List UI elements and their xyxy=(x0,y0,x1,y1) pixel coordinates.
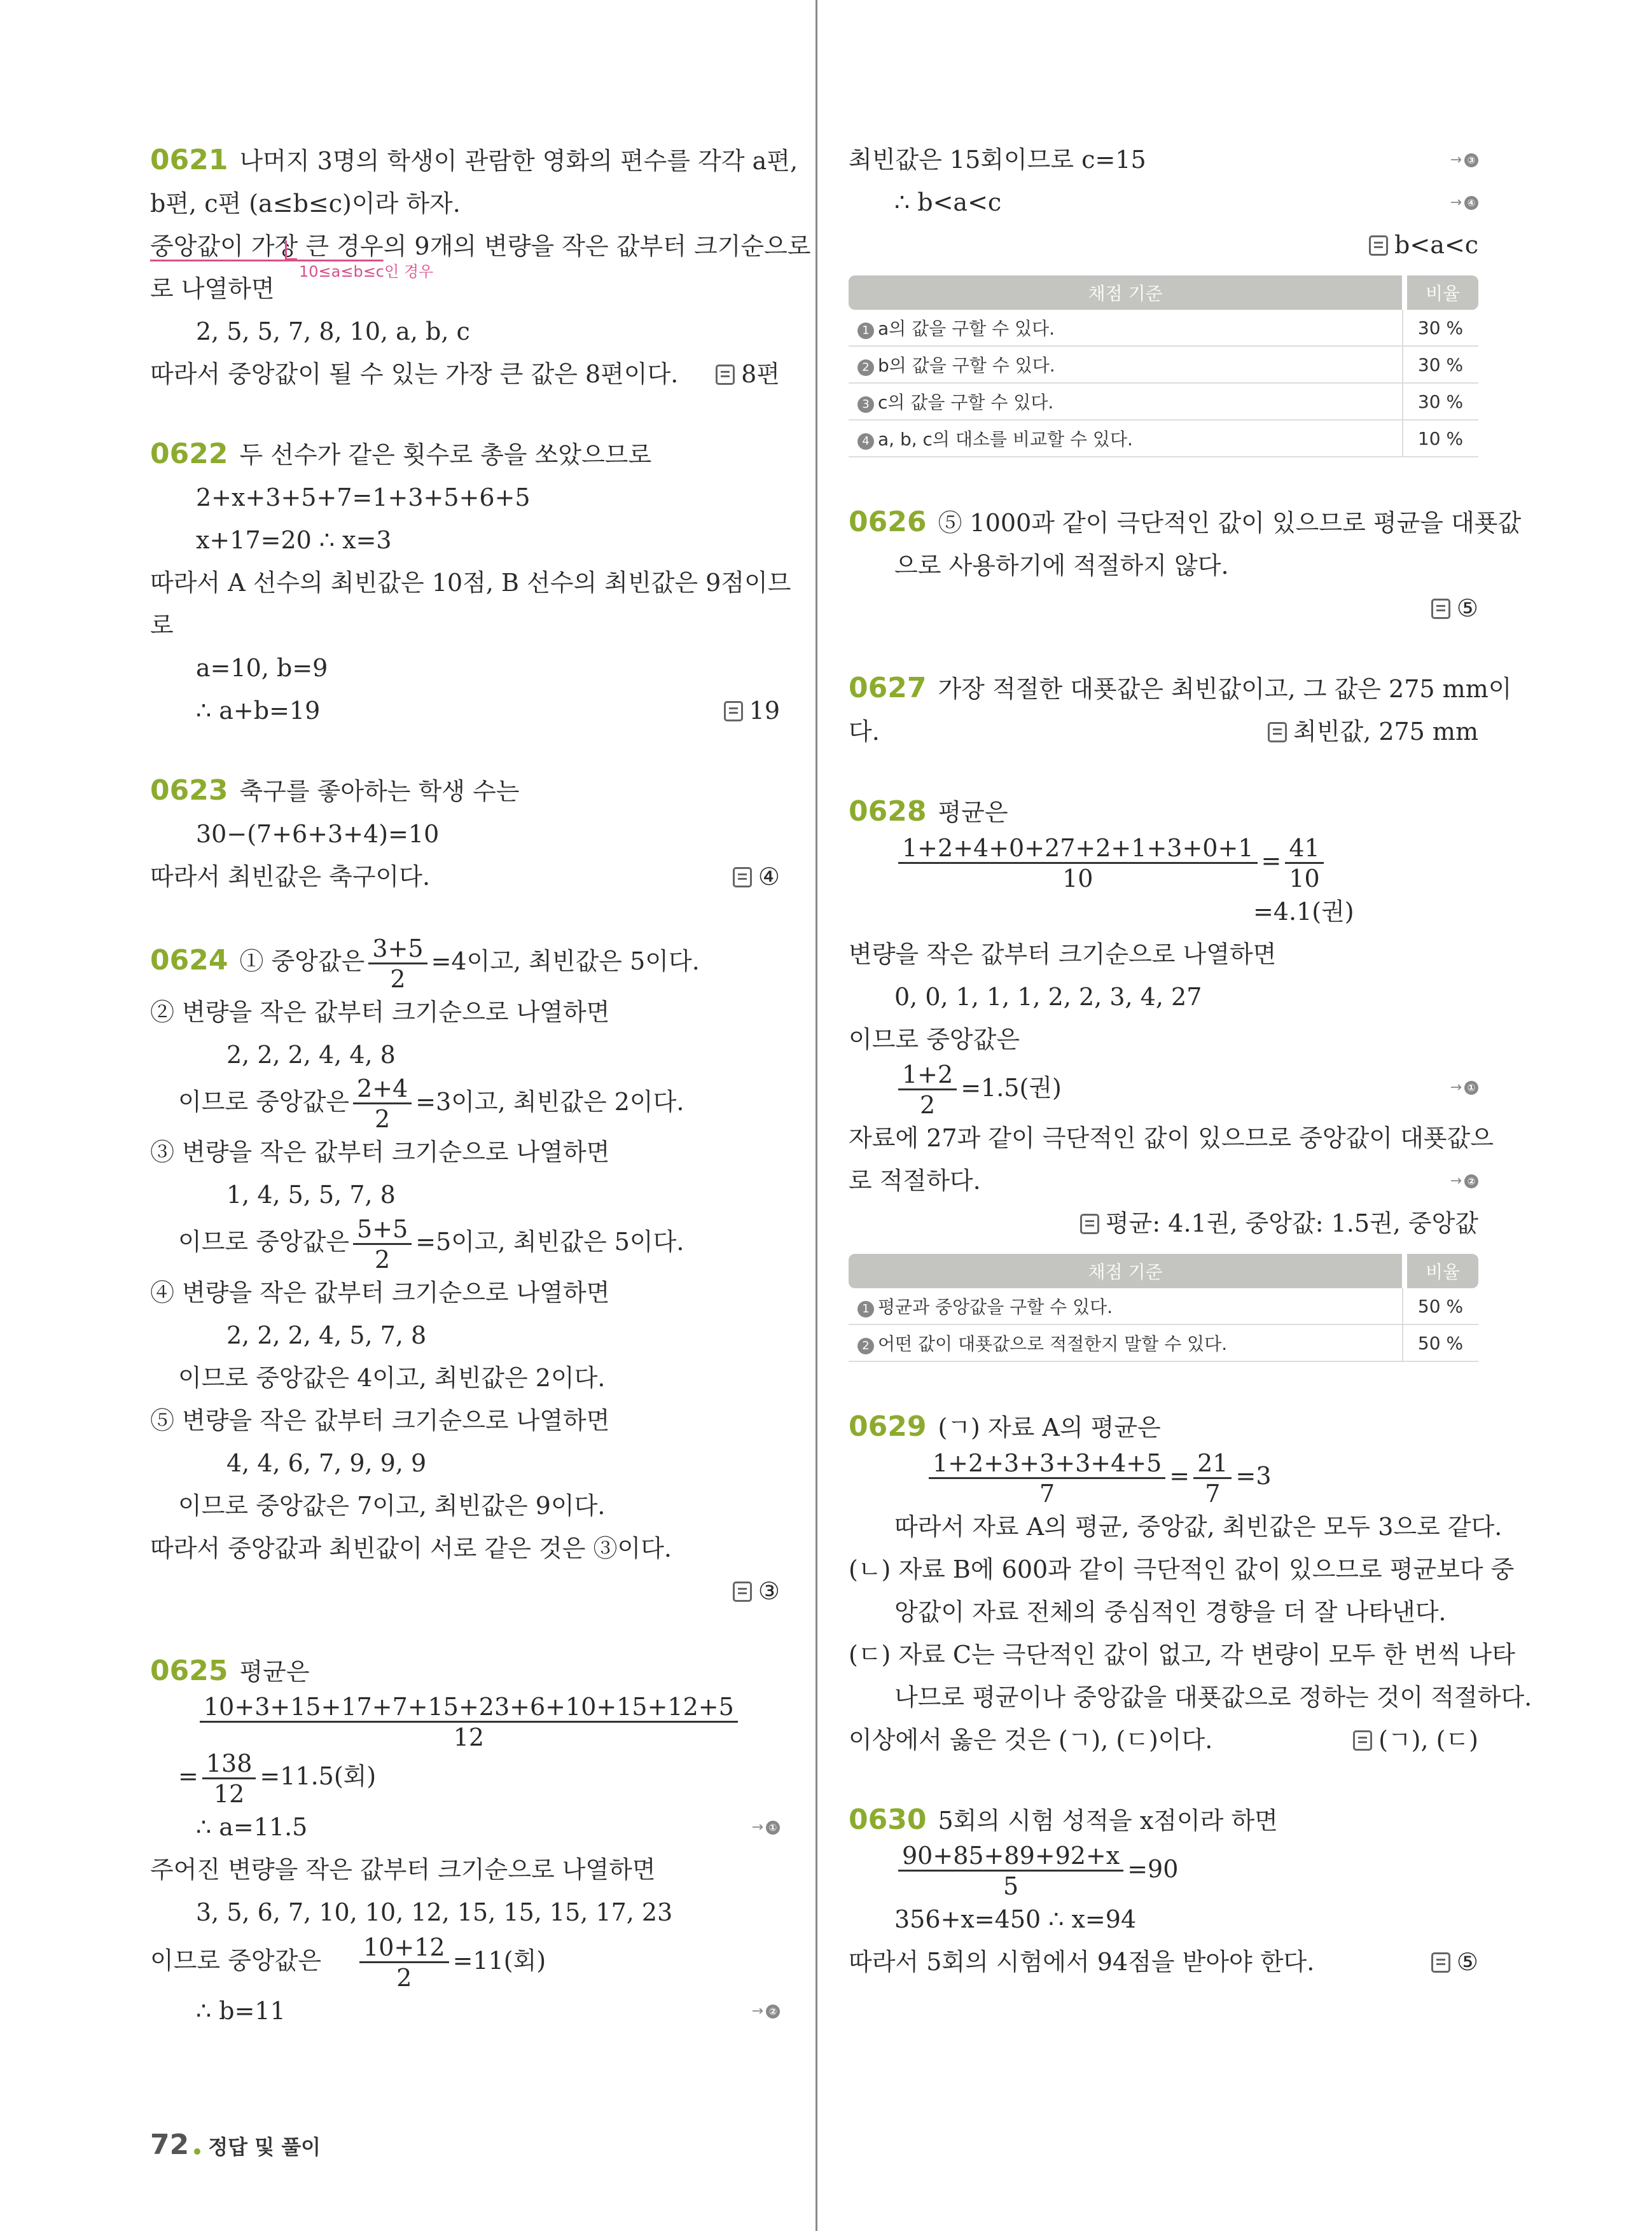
answer-icon xyxy=(733,867,752,887)
table-row: 2 어떤 값이 대푯값으로 적절한지 말할 수 있다. 50 % xyxy=(849,1325,1478,1362)
scoring-table: 채점 기준 비율 1 평균과 중앙값을 구할 수 있다. 50 % 2 어떤 값이 대푯값으로 적절한지 말할 수 있다. 50 % xyxy=(849,1254,1478,1362)
problem-number: 0629 xyxy=(849,1410,927,1443)
column-divider xyxy=(816,0,817,2231)
table-row: 1 평균과 중앙값을 구할 수 있다. 50 % xyxy=(849,1288,1478,1325)
problem-0625-continued: 최빈값은 15회이므로 c=15 → ③ ∴ b<a<c → ④ b<a<c 채점 기준 비율 1 a의 값을 구할 수 있다. 30 % 2 b의 값을 구할 수 있다. 30 % 3 c의 값을 구할 수 있다. 30 % 4 a, b, c의 대소를 비교할 수 있다. 10 % xyxy=(849,139,1478,457)
problem-number: 0626 xyxy=(849,506,927,538)
page-footer xyxy=(150,2129,321,2161)
fraction: $\frac{1+2}{2}$ xyxy=(898,1062,957,1117)
problem-number: 0622 xyxy=(150,438,228,470)
step-marker: → ① xyxy=(752,1806,780,1849)
fraction: $\frac{1+2+3+3+3+4+5}{7}$ xyxy=(929,1451,1165,1506)
step-marker: → ② xyxy=(1450,1160,1478,1202)
problem-0623: 0623 축구를 좋아하는 학생 수는 30−(7+6+3+4)=10 따라서 최빈값은 축구이다. ④ xyxy=(150,769,780,898)
problem-number: 0621 xyxy=(150,144,228,176)
problem-0628: 0628 평균은 $\frac{1+2+4+0+27+2+1+3+0+1}{10}$ = $\frac{41}{10}$ =4.1(권) 변량을 작은 값부터 크기순으로 나열하면 0, 0, 1, 1, 1, 2, 2, 3, 4, 27 이므로 중앙값은 $\frac{1+2}{2}$ =1.5(권) → ① 자료에 27과 같이 극단적인 값이 있으므로 중앙값이 대푯값으 로 적절하다. → ② 평균: 4.1권, 중앙값: 1.5권, 중앙값 채점 기준 비율 1 평균과 중앙값을 구할 수 있다. 50 % 2 어떤 값이 대푯값으로 적절한지 말할 수 있다. 50 % xyxy=(849,790,1478,1362)
fraction: $\frac{10+12}{2}$ xyxy=(359,1935,449,1990)
answer-icon xyxy=(1353,1730,1372,1751)
fraction: $\frac{10+3+15+17+7+15+23+6+10+15+12+5}{12}$ xyxy=(200,1695,738,1749)
problem-0621: 0621 나머지 3명의 학생이 관람한 영화의 편수를 각각 a편, b편, c편 (a≤b≤c)이라 하자. 중앙값이 가장 큰 경우의 9개의 변량을 작은 값부터 크기순으로 10≤a≤b≤c인 경우 로 나열하면 2, 5, 5, 7, 8, 10, a, b, c 따라서 중앙값이 될 수 있는 가장 큰 값은 8편이다. 8편 xyxy=(150,139,780,396)
answer: ⑤ xyxy=(1431,1941,1478,1984)
left-column xyxy=(150,139,811,2033)
table-row: 4 a, b, c의 대소를 비교할 수 있다. 10 % xyxy=(849,420,1478,457)
problem-0622: 0622 두 선수가 같은 횟수로 총을 쏘았으므로 2+x+3+5+7=1+3+5+6+5 x+17=20 ∴ x=3 따라서 A 선수의 최빈값은 10점, B 선수의 최빈값은 9점이므 로 a=10, b=9 ∴ a+b=19 19 xyxy=(150,433,780,732)
answer-icon xyxy=(1431,1952,1450,1973)
underlined-text: 중앙값이 가장 큰 경우 xyxy=(150,232,384,260)
table-row: 2 b의 값을 구할 수 있다. 30 % xyxy=(849,347,1478,384)
problem-number: 0624 xyxy=(150,944,228,976)
table-row: 1 a의 값을 구할 수 있다. 30 % xyxy=(849,310,1478,347)
problem-number: 0623 xyxy=(150,774,228,807)
fraction: $\frac{90+85+89+92+x}{5}$ xyxy=(898,1844,1123,1898)
problem-number: 0627 xyxy=(849,672,927,704)
answer-icon xyxy=(1268,722,1287,742)
problem-number: 0630 xyxy=(849,1803,927,1836)
problem-0626: 0626 ⑤ 1000과 같이 극단적인 값이 있으므로 평균을 대푯값 으로 사용하기에 적절하지 않다. ⑤ xyxy=(849,501,1478,630)
fraction: $\frac{3+5}{2}$ xyxy=(368,936,427,991)
fraction: $\frac{2+4}{2}$ xyxy=(353,1076,412,1131)
annotation-note: 10≤a≤b≤c인 경우 xyxy=(299,251,433,293)
step-marker: → ④ xyxy=(1450,181,1478,224)
right-column xyxy=(849,139,1532,1984)
fraction: $\frac{21}{7}$ xyxy=(1193,1451,1232,1506)
answer: (ㄱ), (ㄷ) xyxy=(1353,1719,1478,1762)
table-row: 3 c의 값을 구할 수 있다. 30 % xyxy=(849,384,1478,420)
answer: 최빈값, 275 mm xyxy=(1268,711,1478,753)
answer-icon xyxy=(1431,599,1450,619)
answer-icon xyxy=(724,701,743,721)
fraction: $\frac{138}{12}$ xyxy=(202,1751,256,1806)
answer: b<a<c xyxy=(1369,224,1478,267)
bullet-dot xyxy=(194,2148,200,2155)
fraction: $\frac{41}{10}$ xyxy=(1285,836,1323,891)
problem-0630: 0630 5회의 시험 성적을 x점이라 하면 $\frac{90+85+89+92+x}{5}$ =90 356+x=450 ∴ x=94 따라서 5회의 시험에서 94점을 받아야 한다. ⑤ xyxy=(849,1798,1478,1984)
footer-title: 정답 및 풀이 xyxy=(208,2135,321,2159)
answer-icon xyxy=(1369,235,1388,256)
answer: 19 xyxy=(724,690,780,732)
problem-number: 0625 xyxy=(150,1654,228,1687)
fraction: $\frac{1+2+4+0+27+2+1+3+0+1}{10}$ xyxy=(898,836,1258,891)
problem-0624: 0624 ① 중앙값은 $\frac{3+5}{2}$ =4이고, 최빈값은 5이다. ② 변량을 작은 값부터 크기순으로 나열하면 2, 2, 2, 4, 4, 8 이므로 중앙값은 $\frac{2+4}{2}$ =3이고, 최빈값은 2이다. ③ 변량을 작은 값부터 크기순으로 나열하면 1, 4, 5, 5, 7, 8 이므로 중앙값은 $\frac{5+5}{2}$ =5이고, 최빈값은 5이다. ④ 변량을 작은 값부터 크기순으로 나열하면 2, 2, 2, 4, 5, 7, 8 이므로 중앙값은 4이고, 최빈값은 2이다. ⑤ 변량을 작은 값부터 크기순으로 나열하면 4, 4, 6, 7, 9, 9, 9 이므로 중앙값은 7이고, 최빈값은 9이다. 따라서 중앙값과 최빈값이 서로 같은 것은 ③이다. ③ xyxy=(150,935,780,1613)
problem-0625: 0625 평균은 $\frac{10+3+15+17+7+15+23+6+10+15+12+5}{12}$ = $\frac{138}{12}$ =11.5(회) ∴ a=11.5 → ① 주어진 변량을 작은 값부터 크기순으로 나열하면 3, 5, 6, 7, 10, 10, 12, 15, 15, 15, 17, 23 이므로 중앙값은 $\frac{10+12}{2}$ =11(회) ∴ b=11 → ② xyxy=(150,1650,780,2033)
answer-icon xyxy=(733,1581,752,1602)
step-marker: → ③ xyxy=(1450,139,1478,181)
answer: ④ xyxy=(733,856,780,898)
answer: ⑤ xyxy=(1431,587,1478,630)
answer: 평균: 4.1권, 중앙값: 1.5권, 중앙값 xyxy=(1080,1202,1478,1245)
answer-icon xyxy=(716,365,735,385)
page-number: 72 xyxy=(150,2129,190,2161)
problem-0629: 0629 (ㄱ) 자료 A의 평균은 $\frac{1+2+3+3+3+4+5}{7}$ = $\frac{21}{7}$ =3 따라서 자료 A의 평균, 중앙값, 최빈값은 모두 3으로 같다. (ㄴ) 자료 B에 600과 같이 극단적인 값이 있으므로 평균보다 중 앙값이 자료 전체의 중심적인 경향을 더 잘 나타낸다. (ㄷ) 자료 C는 극단적인 값이 없고, 각 변량이 모두 한 번씩 나타 나므로 평균이나 중앙값을 대푯값으로 정하는 것이 적절하다. 이상에서 옳은 것은 (ㄱ), (ㄷ)이다. (ㄱ), (ㄷ) xyxy=(849,1405,1478,1762)
scoring-table: 채점 기준 비율 1 a의 값을 구할 수 있다. 30 % 2 b의 값을 구할 수 있다. 30 % 3 c의 값을 구할 수 있다. 30 % 4 a, b, c의 대소를 비교할 수 있다. 10 % xyxy=(849,275,1478,457)
step-marker: → ① xyxy=(1450,1061,1478,1115)
answer: 8편 xyxy=(716,353,780,396)
answer: ③ xyxy=(733,1570,780,1613)
problem-number: 0628 xyxy=(849,795,927,828)
fraction: $\frac{5+5}{2}$ xyxy=(353,1217,412,1272)
problem-0627: 0627 가장 적절한 대푯값은 최빈값이고, 그 값은 275 mm이 다. 최빈값, 275 mm xyxy=(849,667,1478,753)
step-marker: → ② xyxy=(752,1990,780,2033)
answer-icon xyxy=(1080,1214,1099,1234)
